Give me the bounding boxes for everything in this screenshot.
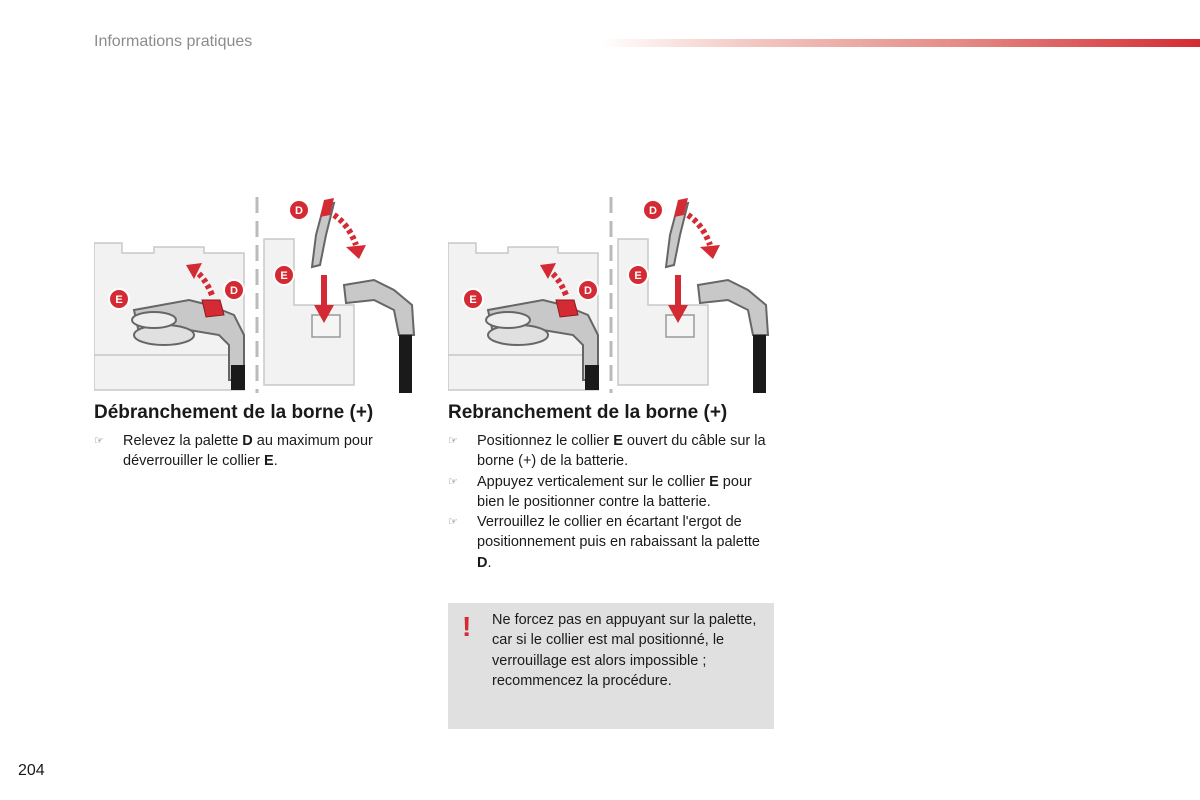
list-item: ☞ Positionnez le collier E ouvert du câble sur la borne (+) de la batterie.: [448, 433, 766, 470]
marker-e: E: [634, 270, 642, 282]
bullet-list-reconnect: [448, 431, 778, 573]
warning-box: [448, 603, 774, 729]
section-title-disconnect: Débranchement de la borne (+): [94, 402, 374, 423]
marker-d: D: [649, 205, 657, 217]
page-number: 204: [18, 762, 45, 779]
illustration-reconnect: [448, 195, 774, 395]
pointing-hand-icon: ☞: [448, 435, 458, 447]
illustration-disconnect: [94, 195, 420, 395]
header-title: Informations pratiques: [94, 33, 253, 50]
marker-e: E: [469, 294, 477, 306]
section-title-reconnect: Rebranchement de la borne (+): [448, 402, 728, 423]
marker-e: E: [280, 270, 288, 282]
pointing-hand-icon: ☞: [448, 516, 458, 529]
marker-d: D: [584, 285, 592, 297]
marker-d: D: [230, 285, 238, 297]
list-item: ☞ Appuyez verticalement sur le collier E pour bien le positionner contre la batterie.: [448, 473, 752, 510]
list-item: ☞ Relevez la palette D au maximum pour déverrouiller le collier E.: [94, 433, 373, 470]
bullet-list-disconnect: [94, 431, 404, 472]
marker-e: E: [115, 294, 123, 306]
exclamation-icon: !: [462, 611, 472, 642]
header-accent-bar: [600, 39, 1200, 47]
warning-text: Ne forcez pas en appuyant sur la palette, car si le collier est mal positionné, le verrouillage est alors impossible ; recommencez la procédure.: [492, 612, 757, 689]
list-item: ☞ Verrouillez le collier en écartant l'ergot de positionnement puis en rabaissant la palette D.: [448, 514, 760, 571]
pointing-hand-icon: ☞: [94, 435, 104, 447]
marker-d: D: [295, 205, 303, 217]
pointing-hand-icon: ☞: [448, 475, 458, 488]
